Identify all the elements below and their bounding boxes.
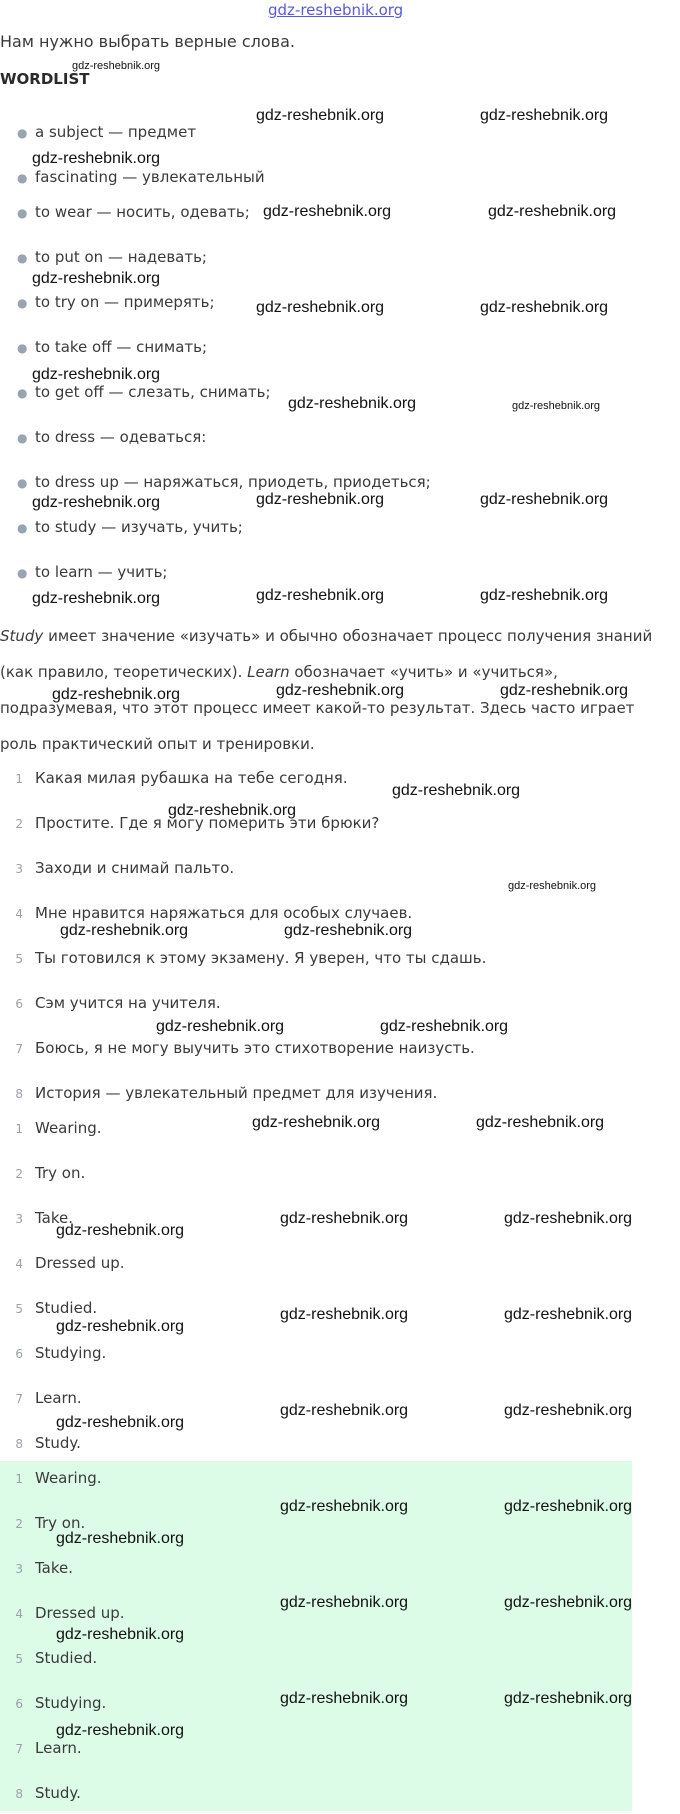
list-item: 7 Learn. xyxy=(15,1389,82,1407)
watermark: gdz-reshebnik.org xyxy=(32,590,161,607)
watermark: gdz-reshebnik.org xyxy=(32,366,161,383)
list-item: 3 Take. xyxy=(15,1559,74,1577)
watermark: gdz-reshebnik.org xyxy=(252,1114,381,1131)
list-item: 3 Take. xyxy=(15,1209,74,1227)
watermark: gdz-reshebnik.org xyxy=(256,107,385,124)
watermark: gdz-reshebnik.org xyxy=(280,1402,409,1419)
bullet-icon: ● xyxy=(17,126,28,140)
watermark: gdz-reshebnik.org xyxy=(263,203,392,220)
bullet-icon: ● xyxy=(17,206,28,220)
list-item: 5 Studied. xyxy=(15,1649,98,1667)
watermark: gdz-reshebnik.org xyxy=(500,682,629,699)
watermark: gdz-reshebnik.org xyxy=(380,1018,509,1035)
watermark: gdz-reshebnik.org xyxy=(56,1222,185,1239)
watermark: gdz-reshebnik.org xyxy=(284,922,413,939)
watermark: gdz-reshebnik.org xyxy=(476,1114,605,1131)
wordlist-item: ● to dress up — наряжаться, приодеть, приодеться; xyxy=(17,473,431,491)
watermark: gdz-reshebnik.org xyxy=(480,587,609,604)
watermark: gdz-reshebnik.org xyxy=(276,682,405,699)
bullet-icon: ● xyxy=(17,431,28,445)
list-item: 4 Dressed up. xyxy=(15,1254,125,1272)
list-item: 1 Какая милая рубашка на тебе сегодня. xyxy=(15,769,348,787)
wordlist-item: ● to wear — носить, одевать; xyxy=(17,203,250,221)
watermark: gdz-reshebnik.org xyxy=(480,299,609,316)
list-item: 5 Ты готовился к этому экзамену. Я уверен, что ты сдашь. xyxy=(15,949,487,967)
watermark: gdz-reshebnik.org xyxy=(288,395,417,412)
watermark: gdz-reshebnik.org xyxy=(480,107,609,124)
watermark: gdz-reshebnik.org xyxy=(280,1690,409,1707)
watermark: gdz-reshebnik.org xyxy=(72,60,161,72)
bullet-icon: ● xyxy=(17,296,28,310)
term-learn: Learn xyxy=(247,663,290,681)
watermark: gdz-reshebnik.org xyxy=(56,1530,185,1547)
bullet-icon: ● xyxy=(17,341,28,355)
watermark: gdz-reshebnik.org xyxy=(480,491,609,508)
watermark: gdz-reshebnik.org xyxy=(504,1690,633,1707)
watermark: gdz-reshebnik.org xyxy=(392,782,521,799)
list-item: 8 Study. xyxy=(15,1434,81,1452)
bullet-icon: ● xyxy=(17,386,28,400)
list-item: 6 Studying. xyxy=(15,1694,107,1712)
watermark: gdz-reshebnik.org xyxy=(56,1626,185,1643)
watermark: gdz-reshebnik.org xyxy=(504,1306,633,1323)
bullet-icon: ● xyxy=(17,171,28,185)
watermark: gdz-reshebnik.org xyxy=(504,1402,633,1419)
list-item: 4 Мне нравится наряжаться для особых случаев. xyxy=(15,904,413,922)
watermark: gdz-reshebnik.org xyxy=(504,1210,633,1227)
watermark: gdz-reshebnik.org xyxy=(280,1594,409,1611)
list-item: 2 Try on. xyxy=(15,1514,86,1532)
list-item: 7 Learn. xyxy=(15,1739,82,1757)
watermark: gdz-reshebnik.org xyxy=(32,494,161,511)
wordlist-item: ● to try on — примерять; xyxy=(17,293,215,311)
watermark: gdz-reshebnik.org xyxy=(60,922,189,939)
list-item: 6 Сэм учится на учителя. xyxy=(15,994,221,1012)
bullet-icon: ● xyxy=(17,521,28,535)
watermark: gdz-reshebnik.org xyxy=(280,1498,409,1515)
watermark: gdz-reshebnik.org xyxy=(508,880,597,892)
wordlist-item: ● to take off — снимать; xyxy=(17,338,208,356)
list-item: 2 Try on. xyxy=(15,1164,86,1182)
watermark: gdz-reshebnik.org xyxy=(156,1018,285,1035)
watermark: gdz-reshebnik.org xyxy=(256,491,385,508)
watermark: gdz-reshebnik.org xyxy=(256,587,385,604)
watermark: gdz-reshebnik.org xyxy=(56,1318,185,1335)
intro-text: Нам нужно выбрать верные слова. xyxy=(0,32,295,51)
wordlist-item: ● a subject — предмет xyxy=(17,123,197,141)
watermark: gdz-reshebnik.org xyxy=(32,150,161,167)
wordlist-item: ● fascinating — увлекательный xyxy=(17,168,265,186)
wordlist-item: ● to dress — одеваться: xyxy=(17,428,207,446)
list-item: 2 Простите. Где я могу померить эти брюки? xyxy=(15,814,380,832)
watermark: gdz-reshebnik.org xyxy=(52,686,181,703)
term-study: Study xyxy=(0,627,44,645)
watermark: gdz-reshebnik.org xyxy=(280,1306,409,1323)
list-item: 3 Заходи и снимай пальто. xyxy=(15,859,235,877)
bullet-icon: ● xyxy=(17,566,28,580)
wordlist-item: ● to learn — учить; xyxy=(17,563,168,581)
list-item: 1 Wearing. xyxy=(15,1469,102,1487)
watermark: gdz-reshebnik.org xyxy=(256,299,385,316)
watermark: gdz-reshebnik.org xyxy=(32,270,161,287)
watermark: gdz-reshebnik.org xyxy=(56,1414,185,1431)
list-item: 8 Study. xyxy=(15,1784,81,1802)
wordlist-item: ● to get off — слезать, снимать; xyxy=(17,383,271,401)
watermark: gdz-reshebnik.org xyxy=(56,1722,185,1739)
list-item: 7 Боюсь, я не могу выучить это стихотворение наизусть. xyxy=(15,1039,475,1057)
wordlist-title: WORDLIST xyxy=(0,70,90,88)
watermark: gdz-reshebnik.org xyxy=(488,203,617,220)
watermark: gdz-reshebnik.org xyxy=(280,1210,409,1227)
list-item: 8 История — увлекательный предмет для изучения. xyxy=(15,1084,438,1102)
bullet-icon: ● xyxy=(17,476,28,490)
watermark: gdz-reshebnik.org xyxy=(512,400,601,412)
watermark: gdz-reshebnik.org xyxy=(504,1594,633,1611)
wordlist-item: ● to study — изучать, учить; xyxy=(17,518,243,536)
watermark: gdz-reshebnik.org xyxy=(168,802,297,819)
bullet-icon: ● xyxy=(17,251,28,265)
list-item: 4 Dressed up. xyxy=(15,1604,125,1622)
site-link[interactable]: gdz-reshebnik.org xyxy=(268,1,404,19)
list-item: 6 Studying. xyxy=(15,1344,107,1362)
list-item: 1 Wearing. xyxy=(15,1119,102,1137)
explanation-paragraph: Study имеет значение «изучать» и обычно обозначает процесс получения знаний (как правило, теоретических). Learn обозначает «учить» и «учиться», подразумевая, что этот процесс имеет какой-то результат. Здесь часто играет роль практический опыт и тренировки. xyxy=(0,627,653,753)
list-item: 5 Studied. xyxy=(15,1299,98,1317)
watermark: gdz-reshebnik.org xyxy=(504,1498,633,1515)
wordlist-item: ● to put on — надевать; xyxy=(17,248,207,266)
